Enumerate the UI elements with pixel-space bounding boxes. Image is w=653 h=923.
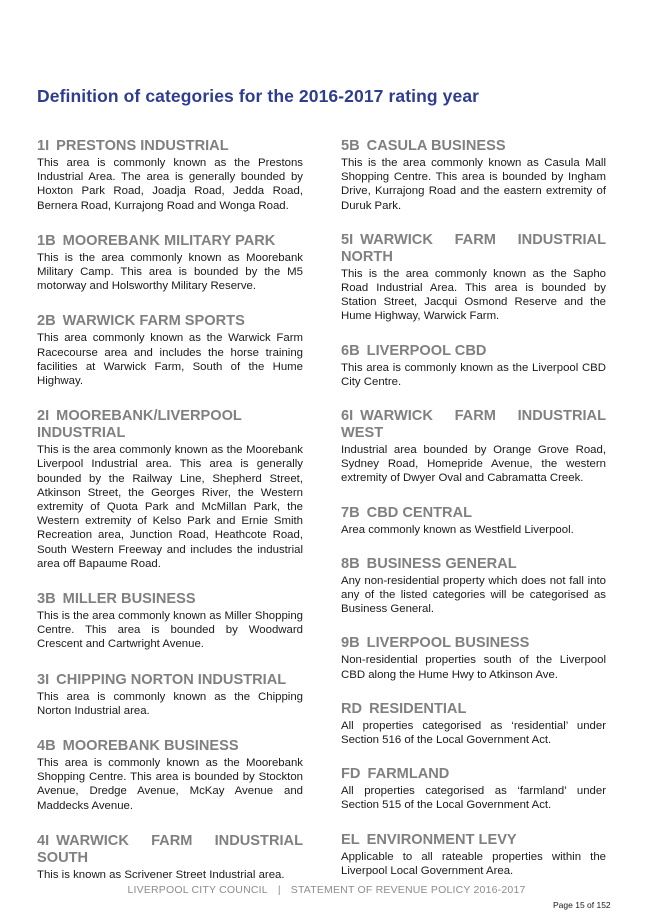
category-code: 4I <box>37 832 50 849</box>
category-heading <box>37 591 303 608</box>
footer-separator: | <box>277 884 281 896</box>
category-6b <box>341 343 606 389</box>
category-heading <box>37 233 303 250</box>
category-heading <box>341 701 606 718</box>
category-title: FARMLAND <box>367 766 450 783</box>
category-heading <box>341 832 606 849</box>
category-heading <box>341 408 606 442</box>
category-rd <box>341 701 606 747</box>
category-code: 5I <box>341 231 354 248</box>
category-code: 8B <box>341 555 360 572</box>
category-2i <box>37 408 303 571</box>
category-5b <box>341 138 606 213</box>
category-4b <box>37 738 303 813</box>
category-title: CBD CENTRAL <box>366 504 473 521</box>
category-4i <box>37 833 303 882</box>
category-heading <box>37 738 303 755</box>
category-title: LIVERPOOL CBD <box>366 342 487 359</box>
category-title: CHIPPING NORTON INDUSTRIAL <box>56 671 287 688</box>
category-title: ENVIRONMENT LEVY <box>366 831 517 848</box>
page-number: Page 15 of 152 <box>553 900 611 910</box>
category-heading <box>341 505 606 522</box>
category-title: MOOREBANK/LIVERPOOL INDUSTRIAL <box>37 408 242 442</box>
category-3b <box>37 591 303 652</box>
category-code: 5B <box>341 138 360 154</box>
category-description: All properties categorised as ‘farmland’ under Section 515 of the Local Government Act. <box>341 785 606 812</box>
category-code: EL <box>341 831 360 848</box>
category-description: Any non-residential property which does not fall into any of the listed categories will be categorised as Business General. <box>341 574 606 616</box>
category-description: Area commonly known as Westfield Liverpool. <box>341 523 574 536</box>
category-heading <box>341 138 606 155</box>
page-footer <box>0 884 653 896</box>
category-description: This area is commonly known as the Moorebank Shopping Centre. This area is bounded by Stockton Avenue, Dredge Avenue, McKay Avenue and Maddecks Avenue. <box>37 757 303 812</box>
category-description: All properties categorised as ‘residential’ under Section 516 of the Local Government Act. <box>341 719 606 747</box>
category-heading <box>37 833 303 867</box>
category-heading <box>341 556 606 573</box>
category-5i <box>341 232 606 324</box>
category-code: 2B <box>37 313 56 330</box>
category-title: RESIDENTIAL <box>369 700 467 717</box>
category-heading <box>37 408 303 442</box>
category-title: MOOREBANK BUSINESS <box>62 738 239 755</box>
category-el <box>341 832 606 878</box>
category-description: This is the area commonly known as the Sapho Road Industrial Area. This area is bounded by Station Street, Jacqui Osmond Reserve and the Hume Highway, Warwick Farm. <box>341 267 606 323</box>
category-2b <box>37 313 303 388</box>
category-7b <box>341 505 606 537</box>
category-code: 7B <box>341 504 360 521</box>
category-title: WARWICK FARM INDUSTRIAL NORTH <box>341 231 606 265</box>
category-title: MILLER BUSINESS <box>62 591 196 608</box>
category-title: BUSINESS GENERAL <box>366 555 517 572</box>
category-description: This is the area commonly known as Moorebank Military Camp. This area is bounded by the M5 motorway and Holsworthy Military Reserve. <box>37 251 303 293</box>
category-heading <box>341 343 606 360</box>
category-title: WARWICK FARM INDUSTRIAL WEST <box>341 408 606 442</box>
category-description: This is the area commonly known as the Moorebank Liverpool Industrial area. This area is generally bounded by the Railway Line, Shepherd Street, Atkinson Street, the Georges River, the Western extremity of Quota Park and McMillan Park, the Western extremity of Kelso Park and Ernie Smith Recreation area, Junction Road, Heathcote Road, South Western Freeway and includes the industrial area off Bapaume Road. <box>37 444 303 570</box>
category-code: 3I <box>37 671 50 688</box>
category-code: RD <box>341 700 363 717</box>
category-heading <box>37 313 303 330</box>
category-description: This is the area commonly known as Casula Mall Shopping Centre. This area is bounded by Ingham Drive, Kurrajong Road and the eastern extremity of Duruk Park. <box>341 157 606 212</box>
category-code: 4B <box>37 738 56 755</box>
category-description: Applicable to all rateable properties within the Liverpool Local Government Area. <box>341 850 606 877</box>
category-code: 6I <box>341 408 354 425</box>
category-heading <box>37 672 303 689</box>
category-9b <box>341 635 606 681</box>
category-code: 6B <box>341 342 360 359</box>
category-description: This area is commonly known as the Prestons Industrial Area. The area is generally bounded by Hoxton Park Road, Joadja Road, Jedda Road, Bernera Road, Kurrajong Road and Wonga Road. <box>37 157 303 212</box>
category-1b <box>37 233 303 294</box>
category-description: This area is commonly known as the Chipping Norton Industrial area. <box>37 690 303 717</box>
category-title: WARWICK FARM INDUSTRIAL SOUTH <box>37 832 303 866</box>
category-title: CASULA BUSINESS <box>366 138 506 154</box>
category-title: WARWICK FARM SPORTS <box>62 313 245 330</box>
category-description: Industrial area bounded by Orange Grove Road, Sydney Road, Homepride Avenue, the western extremity of Dwyer Oval and Cabramatta Creek. <box>341 444 606 485</box>
category-code: FD <box>341 766 361 783</box>
category-heading <box>341 766 606 783</box>
category-title: LIVERPOOL BUSINESS <box>366 635 530 652</box>
category-code: 2I <box>37 408 50 425</box>
category-3i <box>37 672 303 718</box>
footer-document-title: STATEMENT OF REVENUE POLICY 2016-2017 <box>290 884 526 896</box>
category-heading <box>37 138 303 155</box>
category-heading <box>341 635 606 652</box>
right-column <box>341 138 606 878</box>
category-8b <box>341 556 606 617</box>
page-title: Definition of categories for the 2016-2017 rating year <box>37 86 480 106</box>
category-description: Non-residential properties south of the Liverpool CBD along the Hume Hwy to Atkinson Ave. <box>341 654 606 681</box>
category-code: 9B <box>341 635 360 652</box>
category-description: This area is commonly known as the Liverpool CBD City Centre. <box>341 361 606 388</box>
category-6i <box>341 408 606 486</box>
category-fd <box>341 766 606 812</box>
category-code: 1B <box>37 232 56 249</box>
category-code: 1I <box>37 138 50 154</box>
category-1i <box>37 138 303 213</box>
category-heading <box>341 232 606 266</box>
category-description: This area commonly known as the Warwick Farm Racecourse area and includes the horse training facilities at Warwick Farm, South of the Hume Highway. <box>37 332 303 388</box>
category-description: This is the area commonly known as Miller Shopping Centre. This area is bounded by Woodward Crescent and Cartwright Avenue. <box>37 610 303 651</box>
category-description: This is known as Scrivener Street Industrial area. <box>37 868 285 881</box>
category-title: PRESTONS INDUSTRIAL <box>56 138 229 154</box>
category-code: 3B <box>37 591 56 608</box>
left-column <box>37 138 303 882</box>
footer-organisation: LIVERPOOL CITY COUNCIL <box>127 884 268 896</box>
category-title: MOOREBANK MILITARY PARK <box>62 232 276 249</box>
